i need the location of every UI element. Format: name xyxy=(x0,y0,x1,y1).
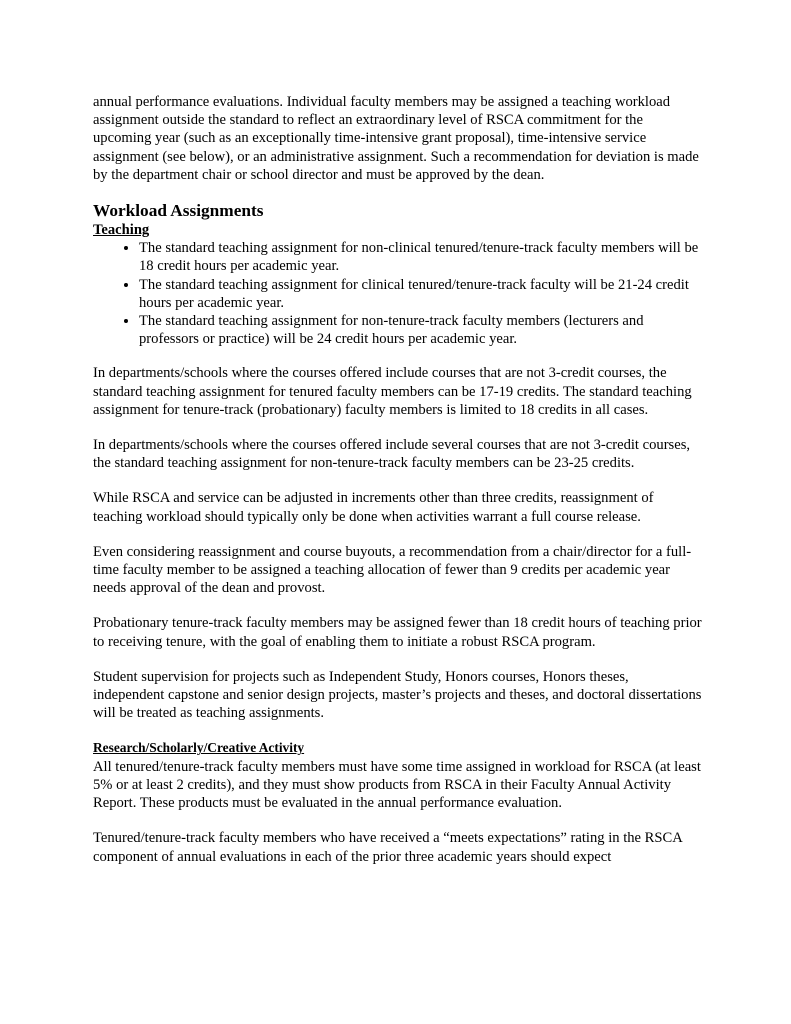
teaching-heading: Teaching xyxy=(93,222,150,239)
teaching-bullet: • The standard teaching assignment for non-clinical tenured/tenure-track faculty members will be 18 credit hours per academic year. xyxy=(139,239,703,275)
teaching-paragraph: While RSCA and service can be adjusted in increments other than three credits, reassignment of teaching workload should typically only be done when activities warrant a full course release. xyxy=(93,490,654,525)
research-paragraph: All tenured/tenure-track faculty members must have some time assigned in workload for RSCA (at least 5% or at least 2 credits), and they must show products from RSCA in their Faculty Annual Activity Report. These products must be evaluated in the annual performance evaluation. xyxy=(93,758,701,812)
research-paragraph: Tenured/tenure-track faculty members who have received a “meets expectations” rating in the RSCA component of annual evaluations in each of the prior three academic years should expect xyxy=(93,830,682,865)
teaching-bullet: • The standard teaching assignment for clinical tenured/tenure-track faculty will be 21-24 credit hours per academic year. xyxy=(139,276,703,312)
intro-paragraph: annual performance evaluations. Individual faculty members may be assigned a teaching workload assignment outside the standard to reflect an extraordinary level of RSCA commitment for the upcoming year (such as an exceptionally time-intensive grant proposal), time-intensive service assignment (see below), or an administrative assignment. Such a recommendation for deviation is made by the department chair or school director and must be approved by the dean. xyxy=(93,94,699,183)
teaching-paragraph: Probationary tenure-track faculty members may be assigned fewer than 18 credit hours of teaching prior to receiving tenure, with the goal of enabling them to initiate a robust RSCA program. xyxy=(93,615,702,650)
document-page xyxy=(93,93,703,883)
teaching-paragraph: In departments/schools where the courses offered include several courses that are not 3-credit courses, the standard teaching assignment for non-tenure-track faculty members can be 23-25 credits. xyxy=(93,437,691,472)
teaching-paragraph: Student supervision for projects such as Independent Study, Honors courses, Honors theses, independent capstone and senior design projects, master’s projects and theses, and doctoral dissertations will be treated as teaching assignments. xyxy=(93,668,702,722)
research-heading: Research/Scholarly/Creative Activity xyxy=(93,740,305,756)
teaching-bullet-list xyxy=(93,239,703,348)
teaching-paragraph: Even considering reassignment and course buyouts, a recommendation from a chair/director for a full-time faculty member to be assigned a teaching allocation of fewer than 9 credits per academic year needs approval of the dean and provost. xyxy=(93,543,692,597)
teaching-bullet: • The standard teaching assignment for non-tenure-track faculty members (lecturers and professors or practice) will be 24 credit hours per academic year. xyxy=(139,312,703,348)
teaching-paragraph: In departments/schools where the courses offered include courses that are not 3-credit courses, the standard teaching assignment for tenured faculty members can be 17-19 credits. The standard teaching assignment for tenure-track (probationary) faculty members is limited to 18 credits in all cases. xyxy=(93,365,692,418)
section-title: Workload Assignments xyxy=(93,201,264,221)
